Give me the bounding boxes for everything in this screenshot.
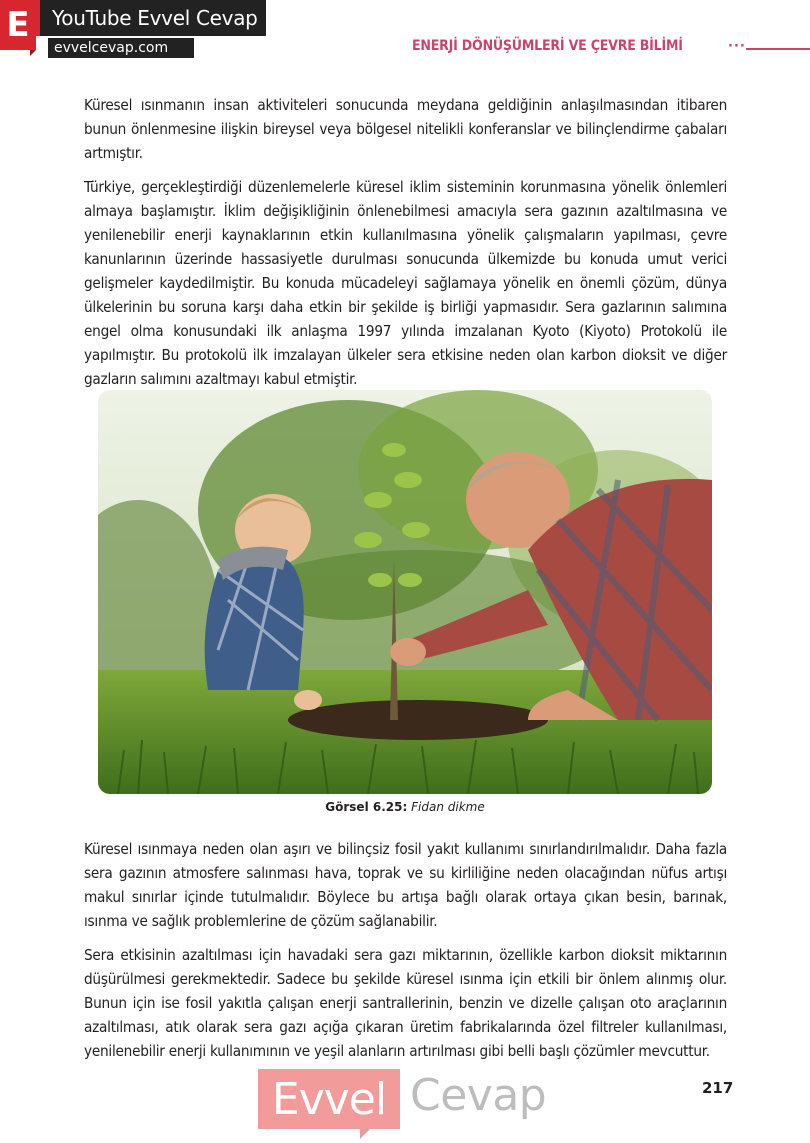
- watermark-cevap: Cevap: [410, 1070, 547, 1121]
- figure-label: Görsel 6.25:: [325, 800, 408, 814]
- paragraph-4: Sera etkisinin azaltılması için havadaki sera gazı miktarının, özellikle karbon dioksit miktarının düşürülmesi gerekmektedir. Sadece bu şekilde küresel ısınma için etkili bir önlem alınmış olur. Bunun için ise fosil yakıtla çalışan enerji santrallerinin, benzin ve dizelle çalışan oto araçlarının azaltılması, atık olarak sera gazı açığa çıkaran üretim fabrikalarında özel filtreler kullanılması, yenilenebilir enerji kullanımının ve yeşil alanların artırılması gibi belli başlı çözümler mevcuttur.: [84, 946, 727, 1061]
- figure-caption-text: Fidan dikme: [411, 800, 485, 814]
- brand-logo-letter: E: [0, 0, 36, 50]
- paragraph-1: Küresel ısınmanın insan aktiviteleri sonucunda meydana geldiğinin anlaşılmasından itibaren bunun önlenmesine ilişkin bireysel veya bölgesel nitelikli konferanslar ve bilinçlendirme çabaları artmıştır.: [84, 96, 727, 163]
- figure-caption: [0, 800, 810, 814]
- figure-photo: [98, 390, 712, 794]
- brand-site-link[interactable]: evvelcevap.com: [48, 38, 194, 58]
- watermark-evvel-tail: [360, 1129, 370, 1139]
- paragraph-3: Küresel ısınmaya neden olan aşırı ve bilinçsiz fosil yakıt kullanımı sınırlandırılmalıdır. Daha fazla sera gazının atmosfere salınması hava, toprak ve su kirliliğine neden olacağından nüfus artışı makul sınırlar içinde tutulmalıdır. Böylece bu artışa bağlı olarak ortaya çıkan besin, barınak, ısınma ve sağlık problemlerine de çözüm sağlanabilir.: [84, 840, 727, 931]
- brand-channel-banner[interactable]: [40, 0, 266, 36]
- watermark-evvel: Evvel: [258, 1069, 400, 1129]
- paragraph-2: Türkiye, gerçekleştirdiği düzenlemelerle küresel iklim sisteminin korunmasına yönelik önlemleri almaya başlamıştır. İklim değişikliğinin önlenebilmesi amacıyla sera gazının azaltılmasına ve yenilenebilir enerji kaynaklarının etkin kullanılmasına yönelik çalışmaların yapılması, çevre kanunlarının üzerinde hassasiyetle durulması sonucunda ülkemizde bu konuda umut verici gelişmeler kaydedilmiştir. Bu konuda mücadeleyi sağlamaya yönelik en önemli çözüm, dünya ülkelerinin bu soruna karşı daha etkin bir şekilde iş birliği yapmasıdır. Sera gazlarının salımına engel olma konusundaki ilk anlaşma 1997 yılında imzalanan Kyoto (Kiyoto) Protokolü ile yapılmıştır. Bu protokolü ilk imzalayan ülkeler sera etkisine neden olan karbon dioksit ve diğer gazların salımını azaltmayı kabul etmiştir.: [84, 178, 727, 389]
- chapter-rule: [746, 48, 810, 50]
- brand-channel-name: YouTube Evvel Cevap: [52, 6, 258, 30]
- chapter-title: ENERJİ DÖNÜŞÜMLERİ VE ÇEVRE BİLİMİ: [412, 38, 683, 54]
- chapter-dots: ···: [728, 39, 746, 54]
- tree-planting-illustration: [98, 390, 712, 794]
- brand-accent-bar: [36, 0, 40, 36]
- page-number: 217: [702, 1079, 734, 1097]
